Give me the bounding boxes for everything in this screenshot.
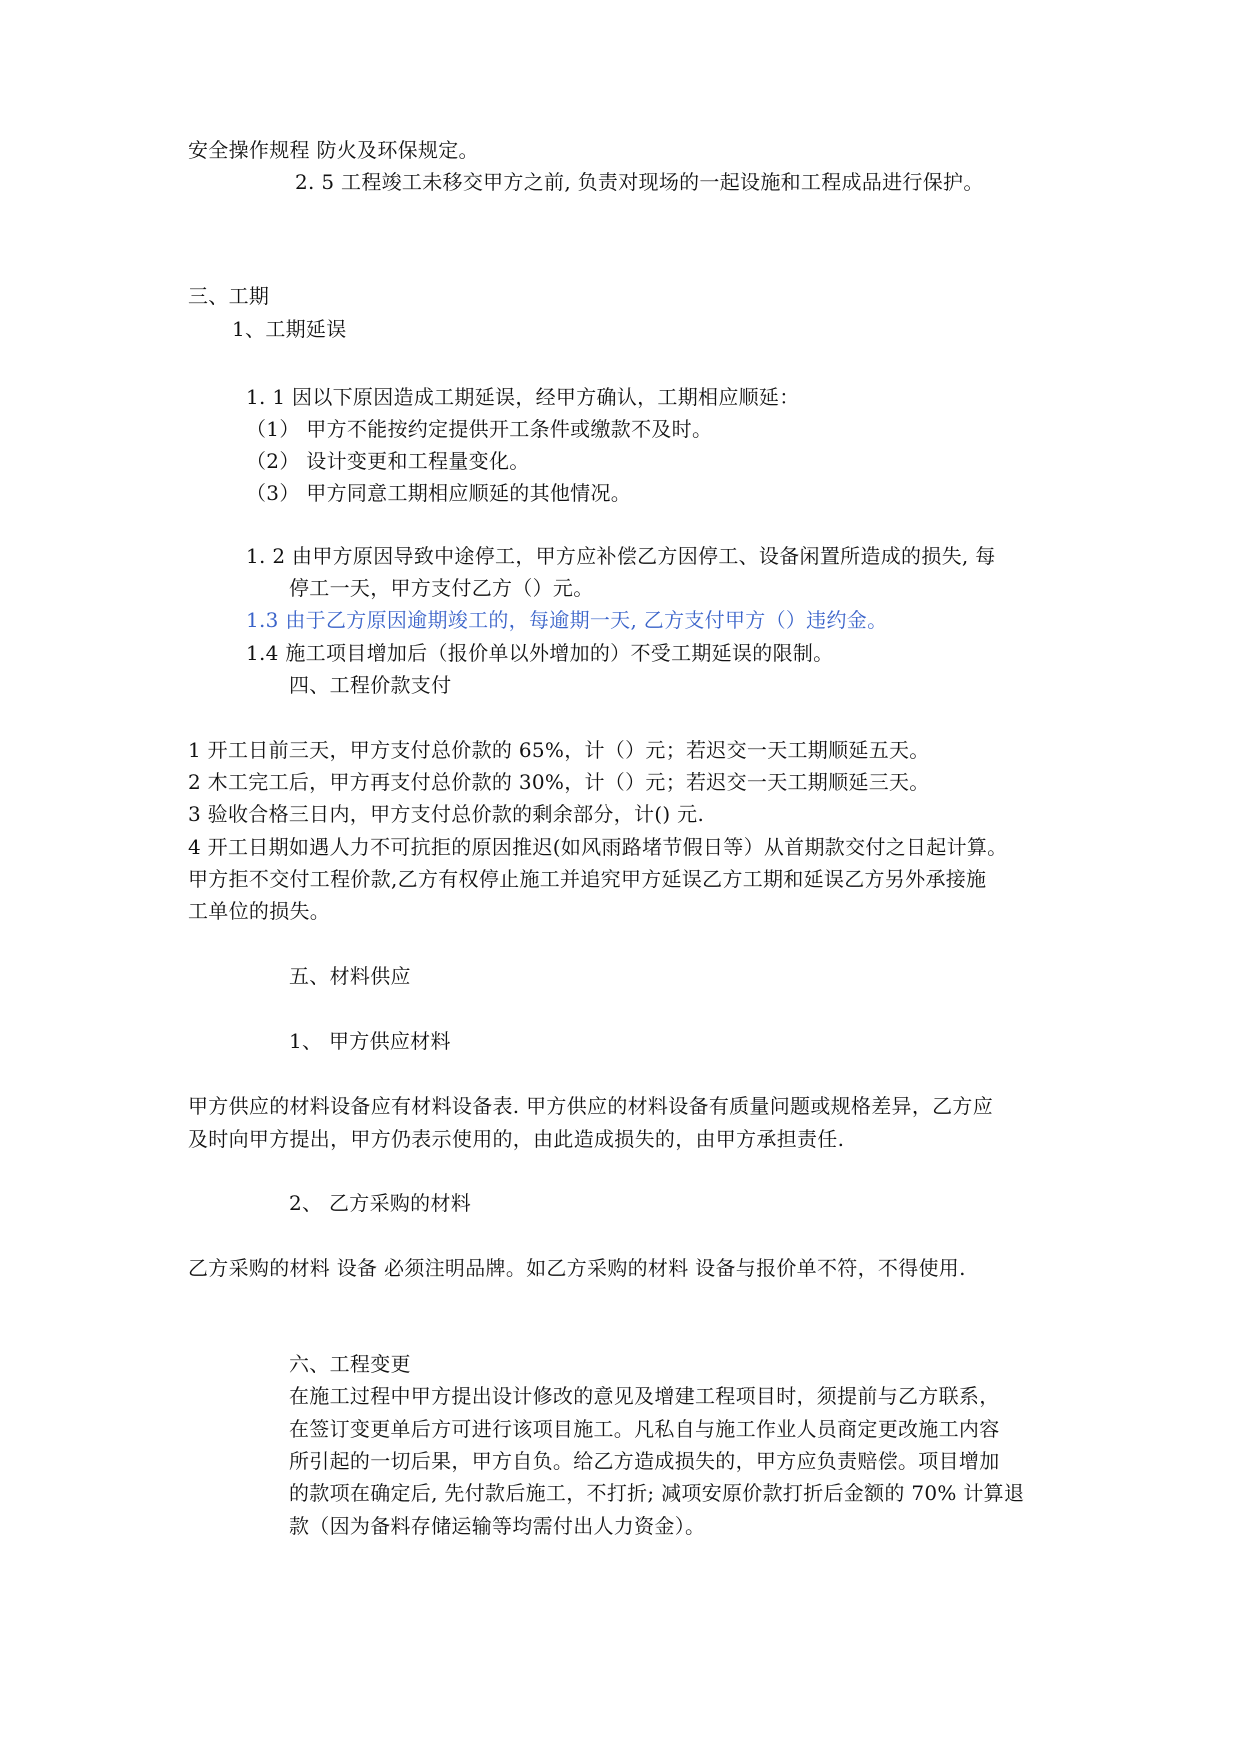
text-line: 甲方拒不交付工程价款,乙方有权停止施工并追究甲方延误乙方工期和延误乙方另外承接施: [188, 867, 987, 891]
text-line: 甲方供应的材料设备应有材料设备表. 甲方供应的材料设备有质量问题或规格差异，乙方应: [188, 1094, 994, 1118]
text-line: 3 验收合格三日内，甲方支付总价款的剩余部分，计() 元.: [188, 802, 705, 826]
text-line: 工单位的损失。: [188, 899, 331, 923]
section-heading: 六、工程变更: [289, 1352, 411, 1376]
subsection-heading: 1、工期延误: [232, 317, 347, 341]
subsection-heading: 2、 乙方采购的材料: [289, 1191, 472, 1215]
list-item: （1） 甲方不能按约定提供开工条件或缴款不及时。: [246, 417, 713, 441]
text-line: 2 木工完工后，甲方再支付总价款的 30%，计（）元；若迟交一天工期顺延三天。: [188, 770, 930, 794]
highlighted-text-line: 1.3 由于乙方原因逾期竣工的，每逾期一天, 乙方支付甲方（）违约金。: [246, 608, 888, 632]
list-item: （3） 甲方同意工期相应顺延的其他情况。: [246, 481, 632, 505]
section-heading: 四、工程价款支付: [289, 673, 452, 697]
text-line: 乙方采购的材料 设备 必须注明品牌。如乙方采购的材料 设备与报价单不符，不得使用.: [188, 1256, 966, 1280]
text-line: 及时向甲方提出，甲方仍表示使用的，由此造成损失的，由甲方承担责任.: [188, 1127, 845, 1151]
text-line: 1.4 施工项目增加后（报价单以外增加的）不受工期延误的限制。: [246, 641, 834, 665]
text-line: 所引起的一切后果，甲方自负。给乙方造成损失的，甲方应负责赔偿。项目增加: [289, 1449, 1000, 1473]
text-line: 2. 5 工程竣工未移交甲方之前, 负责对现场的一起设施和工程成品进行保护。: [295, 170, 984, 194]
text-line: 在施工过程中甲方提出设计修改的意见及增建工程项目时，须提前与乙方联系，: [289, 1384, 1000, 1408]
text-line: 1. 1 因以下原因造成工期延误，经甲方确认，工期相应顺延：: [246, 385, 800, 409]
section-heading: 三、工期: [188, 284, 270, 308]
text-line: 的款项在确定后, 先付款后施工，不打折; 减项安原价款打折后金额的 70% 计算退: [289, 1481, 1025, 1505]
text-line: 款（因为备料存储运输等均需付出人力资金）。: [289, 1514, 706, 1538]
text-line: 在签订变更单后方可进行该项目施工。凡私自与施工作业人员商定更改施工内容: [289, 1417, 1000, 1441]
text-line: 1. 2 由甲方原因导致中途停工，甲方应补偿乙方因停工、设备闲置所造成的损失, 每: [246, 544, 996, 568]
text-line: 1 开工日前三天，甲方支付总价款的 65%，计（）元；若迟交一天工期顺延五天。: [188, 738, 930, 762]
subsection-heading: 1、 甲方供应材料: [289, 1029, 451, 1053]
text-line: 4 开工日期如遇人力不可抗拒的原因推迟(如风雨路堵节假日等）从首期款交付之日起计算。: [188, 835, 1008, 859]
text-line: 安全操作规程 防火及环保规定。: [188, 138, 479, 162]
section-heading: 五、材料供应: [289, 964, 411, 988]
text-line: 停工一天，甲方支付乙方（）元。: [289, 576, 594, 600]
list-item: （2） 设计变更和工程量变化。: [246, 449, 530, 473]
